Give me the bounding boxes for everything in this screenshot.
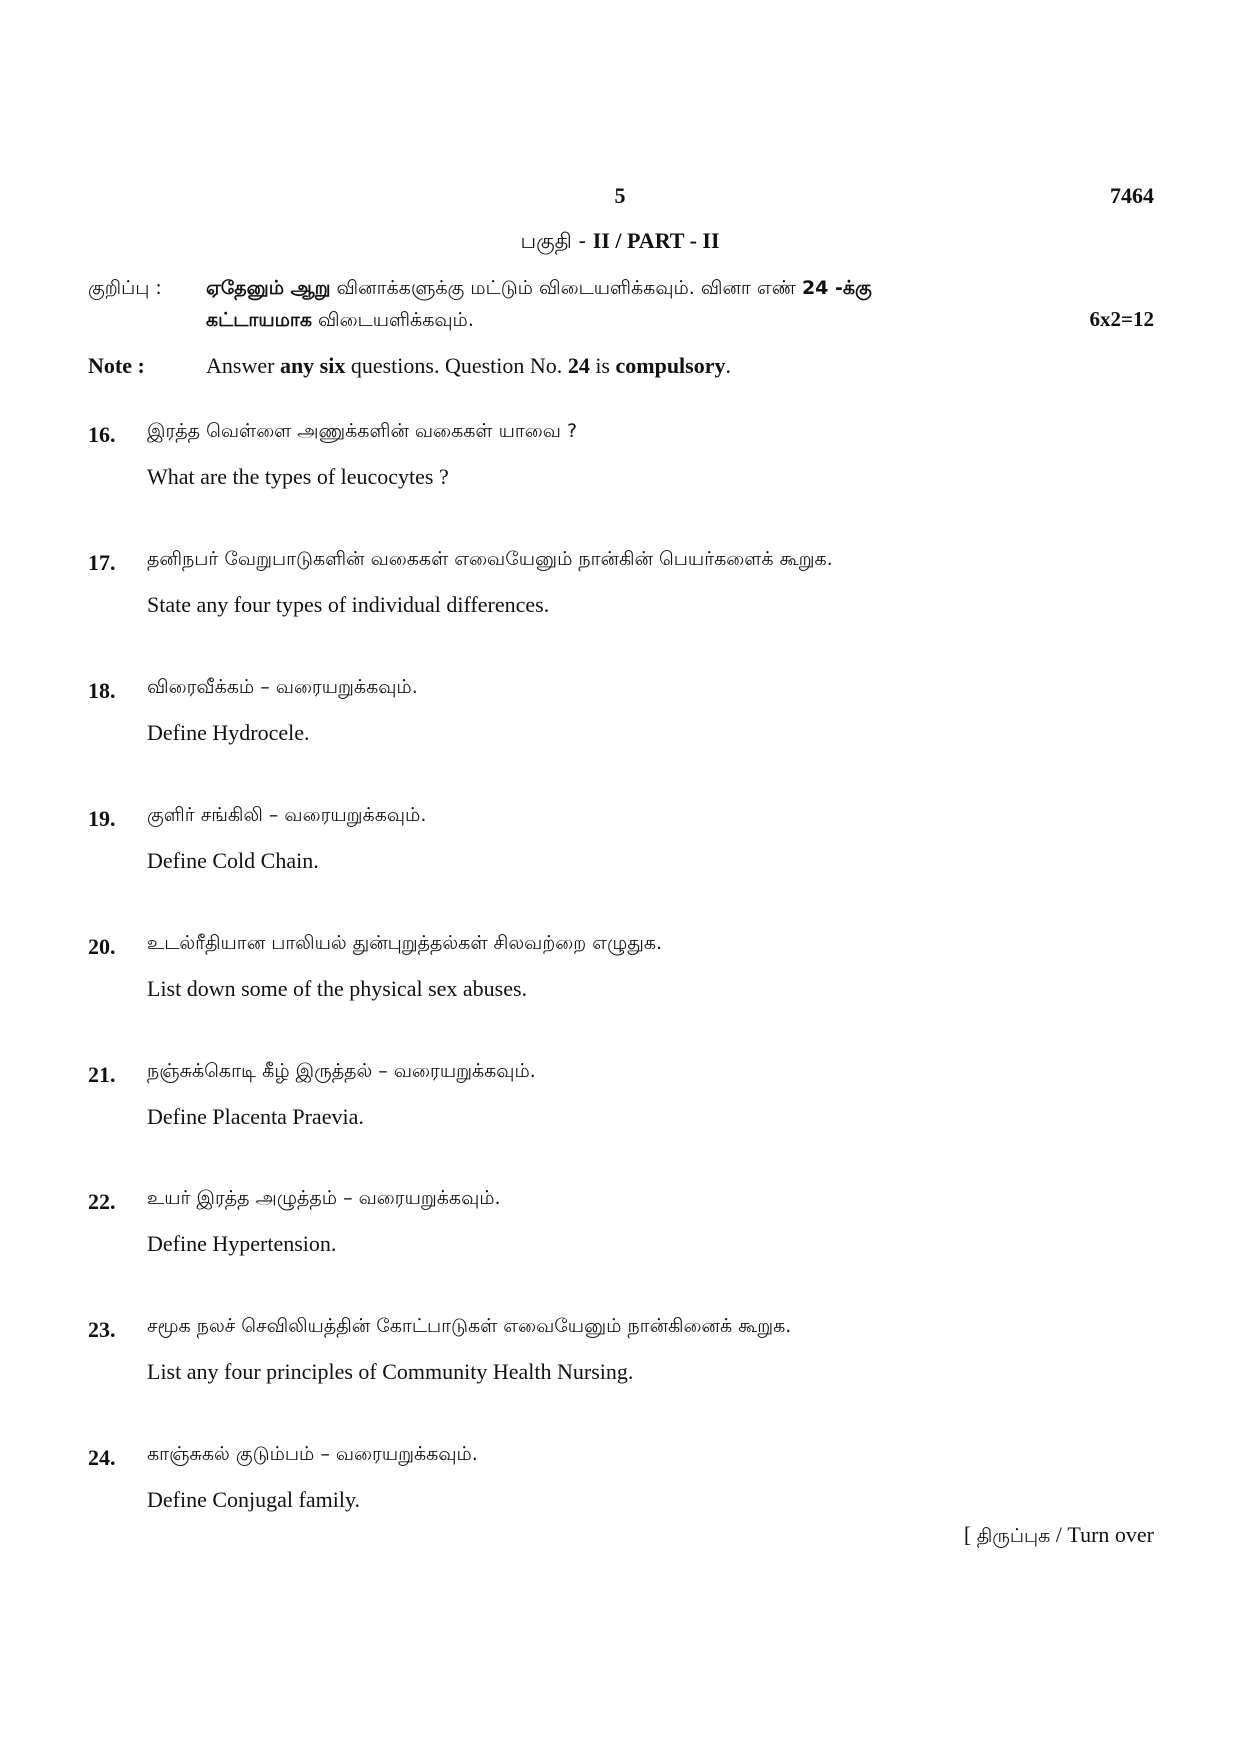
english-note-bold-any-six: any six: [279, 353, 346, 378]
english-note-text-1: Answer: [206, 353, 280, 378]
question-text-tamil: காஞ்சுகல் குடும்பம் – வரையறுக்கவும்.: [147, 1443, 478, 1465]
tamil-note-bold-any-six: ஏதேனும் ஆறு: [206, 277, 331, 299]
english-note-bold-24: 24: [567, 353, 590, 378]
question-number: 22.: [88, 1189, 116, 1214]
question-number: 23.: [88, 1317, 116, 1342]
question-text-english: Define Conjugal family.: [147, 1487, 361, 1512]
question-number: 20.: [88, 934, 116, 959]
tamil-note-label: குறிப்பு :: [88, 277, 162, 299]
turn-over-bracket: [: [963, 1522, 977, 1547]
turn-over-tamil: திருப்புக: [976, 1525, 1051, 1547]
question-number: 18.: [88, 678, 116, 703]
english-note-text-4: .: [725, 353, 731, 378]
question-number: 17.: [88, 550, 116, 575]
question-text-tamil: தனிநபர் வேறுபாடுகளின் வகைகள் எவையேனும் நான்கின் பெயர்களைக் கூறுக.: [147, 548, 833, 570]
turn-over-english: / Turn over: [1050, 1522, 1154, 1547]
question-number: 19.: [88, 806, 116, 831]
page-number: 5: [614, 183, 626, 208]
turn-over-note: [964, 1522, 1154, 1550]
english-note-text-2: questions. Question No.: [345, 353, 568, 378]
tamil-note-bold-compulsory: கட்டாயமாக: [206, 309, 312, 331]
tamil-note-bold-question-24: 24 -க்கு: [801, 277, 872, 299]
question-text-tamil: உயர் இரத்த அழுத்தம் – வரையறுக்கவும்.: [147, 1187, 501, 1209]
question-text-tamil: விரைவீக்கம் – வரையறுக்கவும்.: [147, 676, 418, 698]
question-text-tamil: இரத்த வெள்ளை அணுக்களின் வகைகள் யாவை ?: [147, 420, 578, 442]
question-number: 24.: [88, 1445, 116, 1470]
question-text-tamil: உடல்ரீதியான பாலியல் துன்புறுத்தல்கள் சிலவற்றை எழுதுக.: [147, 932, 663, 954]
question-number: 21.: [88, 1062, 116, 1087]
question-number: 16.: [88, 422, 116, 447]
question-text-english: Define Hydrocele.: [147, 720, 310, 745]
tamil-note: [88, 272, 1158, 336]
question-text-english: List any four principles of Community Health Nursing.: [147, 1359, 634, 1384]
english-note-text-3: is: [589, 353, 616, 378]
marks-allocation: 6x2=12: [1089, 307, 1154, 331]
question-text-tamil: குளிர் சங்கிலி – வரையறுக்கவும்.: [147, 804, 427, 826]
question-text-english: Define Hypertension.: [147, 1231, 337, 1256]
tamil-note-body: [206, 272, 1158, 336]
tamil-note-text-2: விடையளிக்கவும்.: [311, 309, 474, 331]
part-heading-tamil: பகுதி -: [520, 229, 593, 253]
english-note-label: Note :: [88, 353, 145, 378]
tamil-note-text-1: வினாக்களுக்கு மட்டும் விடையளிக்கவும். வினா எண்: [330, 277, 802, 299]
question-text-english: List down some of the physical sex abuses.: [147, 976, 528, 1001]
question-text-tamil: சமூக நலச் செவிலியத்தின் கோட்பாடுகள் எவையேனும் நான்கினைக் கூறுக.: [147, 1315, 792, 1337]
english-note-bold-compulsory: compulsory: [615, 353, 726, 378]
question-text-english: What are the types of leucocytes ?: [147, 464, 449, 489]
question-text-english: State any four types of individual differences.: [147, 592, 550, 617]
question-text-tamil: நஞ்சுக்கொடி கீழ் இருத்தல் – வரையறுக்கவும்.: [147, 1060, 536, 1082]
part-heading: [0, 228, 1240, 256]
part-heading-english: II / PART - II: [592, 228, 720, 253]
paper-code: 7464: [1110, 183, 1154, 208]
question-text-english: Define Cold Chain.: [147, 848, 319, 873]
question-text-english: Define Placenta Praevia.: [147, 1104, 364, 1129]
english-note: [88, 353, 1158, 379]
